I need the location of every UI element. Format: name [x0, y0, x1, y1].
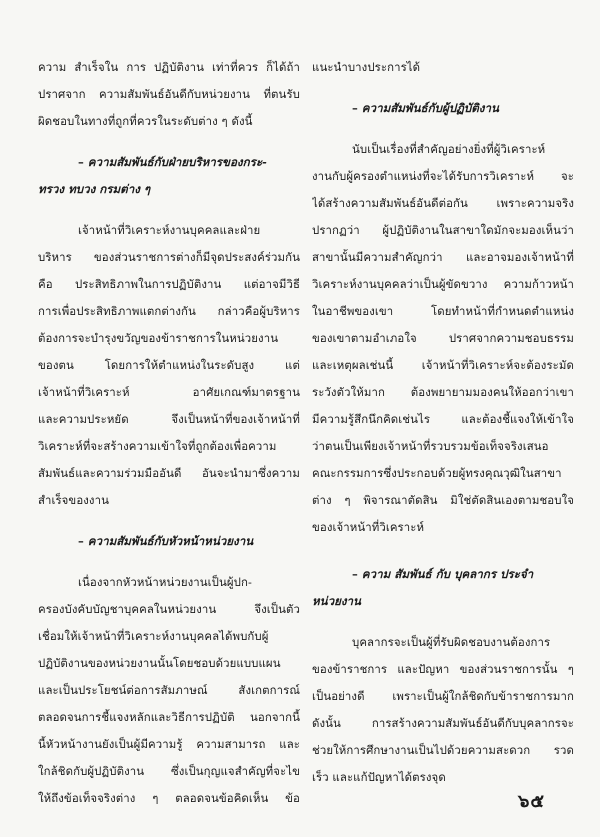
body-line: ต้องการจะบำรุงขวัญของข้าราชการในหน่วยงาน	[38, 331, 279, 345]
body-line: ครองบังคับบัญชาบุคคลในหน่วยงาน จึงเป็นตัว	[38, 602, 300, 616]
body-line: ช่วยให้การศึกษางานเป็นไปด้วยความสะดวก รวด	[312, 743, 574, 757]
body-line: ได้สร้างความสัมพันธ์อันดีต่อกัน เพราะความจริง	[312, 196, 574, 210]
body-line: ตลอดจนการชี้แจงหลักและวิธีการปฏิบัติ นอกจากนี้	[38, 710, 300, 724]
body-line: แนะนำบางประการได้	[312, 60, 421, 74]
body-line: สำเร็จของงาน	[38, 493, 109, 507]
body-line: เนื่องจากหัวหน้าหน่วยงานเป็นผู้ปก-	[78, 575, 252, 589]
heading-dash: –	[78, 155, 84, 169]
body-line: บุคลากรจะเป็นผู้ที่รับผิดชอบงานต้องการ	[352, 635, 551, 649]
body-line: ในอาชีพของเขา โดยทำหน้าที่กำหนดตำแหน่ง	[312, 304, 574, 318]
body-line: ความ สำเร็จใน การ ปฏิบัติงาน เท่าที่ควร ก็ได้ถ้า	[38, 60, 300, 74]
heading-text: ความสัมพันธ์กับฝ่ายบริหารของกระ-	[87, 155, 267, 169]
body-line: สาขานั้นมีความสำคัญกว่า และอาจมองเจ้าหน้าที่	[312, 250, 574, 264]
body-line: วิเคราะห์ที่จะสร้างความเข้าใจที่ถูกต้องเพื่อความ	[38, 439, 277, 453]
body-line: ปรากฏว่า ผู้ปฏิบัติงานในสาขาใดมักจะมองเห็นว่า	[312, 223, 574, 237]
body-line: งานกับผู้ครองตำแหน่งที่จะได้รับการวิเคราะห์ จะ	[312, 169, 574, 183]
body-line: ปฏิบัติงานของหน่วยงานนั้นโดยชอบด้วยแบบแผน	[38, 656, 281, 670]
section-heading-continued: หน่วยงาน	[312, 594, 361, 608]
section-heading	[38, 149, 300, 176]
body-line: ให้ถึงข้อเท็จจริงต่าง ๆ ตลอดจนข้อคิดเห็น ข้อ	[38, 791, 300, 805]
body-line: คือ ประสิทธิภาพในการปฏิบัติงาน แต่อาจมีวิธี	[38, 277, 300, 291]
heading-text: ความสัมพันธ์กับหัวหน้าหน่วยงาน	[87, 534, 254, 548]
left-column	[38, 54, 300, 812]
heading-dash: –	[352, 101, 358, 115]
body-line: มีความรู้สึกนึกคิดเช่นไร และต้องชี้แจงให้เข้าใจ	[312, 412, 574, 426]
section-heading-continued: ทรวง ทบวง กรมต่าง ๆ	[38, 182, 151, 196]
body-line: ใกล้ชิดกับผู้ปฏิบัติงาน ซึ่งเป็นกุญแจสำคัญที่จะไข	[38, 764, 300, 778]
body-line: ผิดชอบในทางที่ถูกที่ควรในระดับต่าง ๆ ดังนี้	[38, 114, 253, 128]
section-heading	[38, 528, 300, 555]
body-line: นี้หัวหน้างานยังเป็นผู้มีความรู้ ความสามารถ และ	[38, 737, 300, 751]
body-line: การเพื่อประสิทธิภาพแตกต่างกัน กล่าวคือผู้บริหาร	[38, 304, 300, 318]
section-heading	[312, 561, 574, 588]
body-line: ปราศจาก ความสัมพันธ์อันดีกับหน่วยงาน ที่ตนรับ	[38, 87, 300, 101]
right-column	[312, 54, 574, 791]
body-line: ดังนั้น การสร้างความสัมพันธ์อันดีกับบุคลากรจะ	[312, 716, 574, 730]
heading-text: ความสัมพันธ์กับผู้ปฏิบัติงาน	[361, 101, 499, 115]
body-line: เจ้าหน้าที่วิเคราะห์ อาศัยเกณฑ์มาตรฐาน	[38, 385, 300, 399]
body-line: นับเป็นเรื่องที่สำคัญอย่างยิ่งที่ผู้วิเคราะห์	[352, 142, 546, 156]
body-line: บริหาร ของส่วนราชการต่างก็มีจุดประสงค์ร่วมกัน	[38, 250, 300, 264]
body-line: และความประหยัด จึงเป็นหน้าที่ของเจ้าหน้าที่	[38, 412, 300, 426]
page-number: ๖๕	[518, 791, 546, 812]
body-line: ระวังตัวให้มาก ต้องพยายามมองคนให้ออกว่าเขา	[312, 385, 574, 399]
heading-dash: –	[78, 534, 84, 548]
body-line: เชื่อมให้เจ้าหน้าที่วิเคราะห์งานบุคคลได้พบกับผู้	[38, 629, 269, 643]
body-line: คณะกรรมการซึ่งประกอบด้วยผู้ทรงคุณวุฒิในสาขา	[312, 466, 562, 480]
body-line: ว่าตนเป็นเพียงเจ้าหน้าที่รวบรวมข้อเท็จจริงเสนอ	[312, 439, 549, 453]
heading-text: ความ สัมพันธ์ กับ บุคลากร ประจำ	[361, 567, 534, 581]
body-line: เร็ว และแก้ปัญหาได้ตรงจุด	[312, 770, 446, 784]
body-line: เจ้าหน้าที่วิเคราะห์งานบุคคลและฝ่าย	[78, 223, 261, 237]
body-line: ของข้าราชการ และปัญหา ของส่วนราชการนั้น ๆ	[312, 662, 574, 676]
heading-dash: –	[352, 567, 358, 581]
body-line: และเป็นประโยชน์ต่อการสัมภาษณ์ สังเกตการณ์	[38, 683, 300, 697]
section-heading	[312, 95, 574, 122]
body-line: วิเคราะห์งานบุคคลว่าเป็นผู้ขัดขวาง ความก้าวหน้า	[312, 277, 574, 291]
body-line: ของตน โดยการให้ตำแหน่งในระดับสูง แต่	[38, 358, 300, 372]
body-line: ต่าง ๆ พิจารณาตัดสิน มิใช่ตัดสินเองตามชอบใจ	[312, 493, 574, 507]
body-line: เป็นอย่างดี เพราะเป็นผู้ใกล้ชิดกับข้าราชการมาก	[312, 689, 574, 703]
body-line: สัมพันธ์และความร่วมมืออันดี อันจะนำมาซึ่งความ	[38, 466, 300, 480]
body-line: ของเจ้าหน้าที่วิเคราะห์	[312, 520, 425, 534]
body-line: ของเขาตามอำเภอใจ ปราศจากความชอบธรรม	[312, 331, 574, 345]
body-line: และเหตุผลเช่นนี้ เจ้าหน้าที่วิเคราะห์จะต้องระมัด	[312, 358, 574, 372]
